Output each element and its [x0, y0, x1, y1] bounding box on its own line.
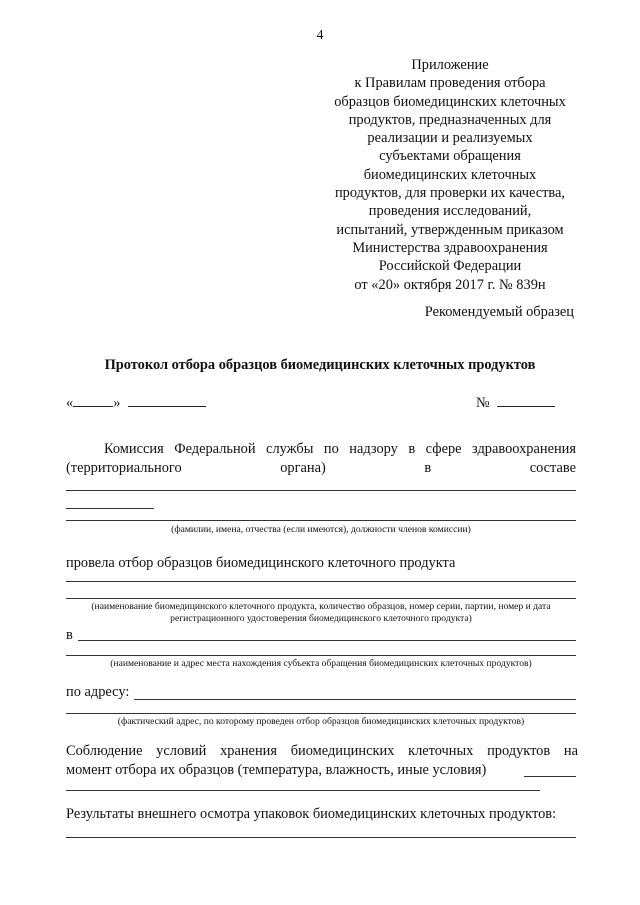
members-blank-line-1[interactable]	[66, 490, 576, 491]
commission-word: в	[424, 460, 432, 476]
sampling-text: провела отбор образцов биомедицинского клеточного продукта	[66, 555, 456, 571]
day-blank[interactable]	[73, 391, 113, 407]
appendix-line: Приложение	[411, 57, 489, 73]
product-blank-line-1[interactable]	[66, 581, 576, 582]
place-blank-line-2[interactable]	[66, 655, 576, 656]
product-blank-line-2[interactable]	[66, 598, 576, 599]
date-field[interactable]	[66, 391, 206, 412]
inspection-blank-line[interactable]	[66, 837, 576, 838]
number-blank[interactable]	[497, 391, 555, 407]
commission-word: органа)	[280, 460, 326, 476]
commission-word: составе	[529, 460, 576, 476]
appendix-line: испытаний, утвержденным приказом	[336, 221, 564, 238]
appendix-line: Министерства здравоохранения	[352, 239, 548, 256]
commission-text-line1: Комиссия Федеральной службы по надзору в сфере здравоохранения	[104, 441, 576, 457]
appendix-header	[300, 56, 600, 294]
members-caption: (фамилии, имена, отчества (если имеются), должности членов комиссии)	[171, 524, 471, 535]
place-blank-line-1[interactable]	[78, 640, 576, 641]
appendix-line: Российской Федерации	[378, 258, 522, 275]
storage-blank-line-1[interactable]	[524, 776, 576, 777]
actual-address-caption: (фактический адрес, по которому проведен отбор образцов биомедицинских клеточных продуктов)	[117, 716, 525, 727]
address-blank-line-2[interactable]	[66, 713, 576, 714]
place-caption: (наименование и адрес места нахождения субъекта обращения биомедицинских клеточных продуктов)	[110, 658, 532, 669]
members-blank-line-3[interactable]	[66, 520, 576, 521]
storage-text-line1: Соблюдение условий хранения биомедицинских клеточных продуктов на	[66, 743, 578, 759]
month-year-blank[interactable]	[128, 391, 206, 407]
appendix-line: биомедицинских клеточных	[363, 166, 537, 183]
address-blank-line-1[interactable]	[134, 699, 576, 700]
appendix-line: проведения исследований,	[368, 203, 532, 220]
appendix-line: продуктов, для проверки их качества,	[334, 185, 565, 202]
number-field[interactable]	[476, 391, 555, 412]
recommended-sample-label: Рекомендуемый образец	[424, 304, 574, 320]
page-number: 4	[316, 28, 324, 43]
storage-blank-line-2[interactable]	[66, 790, 540, 791]
open-quote: «	[66, 395, 74, 411]
close-quote: »	[113, 395, 121, 411]
inspection-text: Результаты внешнего осмотра упаковок биомедицинских клеточных продуктов:	[66, 806, 557, 822]
members-blank-line-2[interactable]	[66, 508, 154, 509]
in-label: в	[66, 627, 73, 643]
address-label: по адресу:	[66, 684, 130, 700]
document-title: Протокол отбора образцов биомедицинских клеточных продуктов	[104, 357, 536, 373]
appendix-line: от «20» октября 2017 г. № 839н	[354, 276, 546, 293]
number-label: №	[476, 395, 490, 411]
appendix-line: продуктов, предназначенных для	[348, 111, 552, 128]
appendix-line: образцов биомедицинских клеточных	[334, 93, 566, 110]
commission-word: (территориального	[66, 460, 182, 476]
storage-text-line2: момент отбора их образцов (температура, влажность, иные условия)	[66, 762, 487, 778]
product-caption-line1: (наименование биомедицинского клеточного продукта, количество образцов, номер серии, партии, номер и дата	[91, 601, 551, 612]
commission-text-line2	[66, 460, 576, 477]
appendix-line: субъектами обращения	[379, 148, 521, 165]
appendix-line: реализации и реализуемых	[367, 130, 533, 147]
appendix-line: к Правилам проведения отбора	[354, 75, 546, 92]
product-caption-line2: регистрационного удостоверения биомедицинского клеточного продукта)	[170, 613, 472, 624]
